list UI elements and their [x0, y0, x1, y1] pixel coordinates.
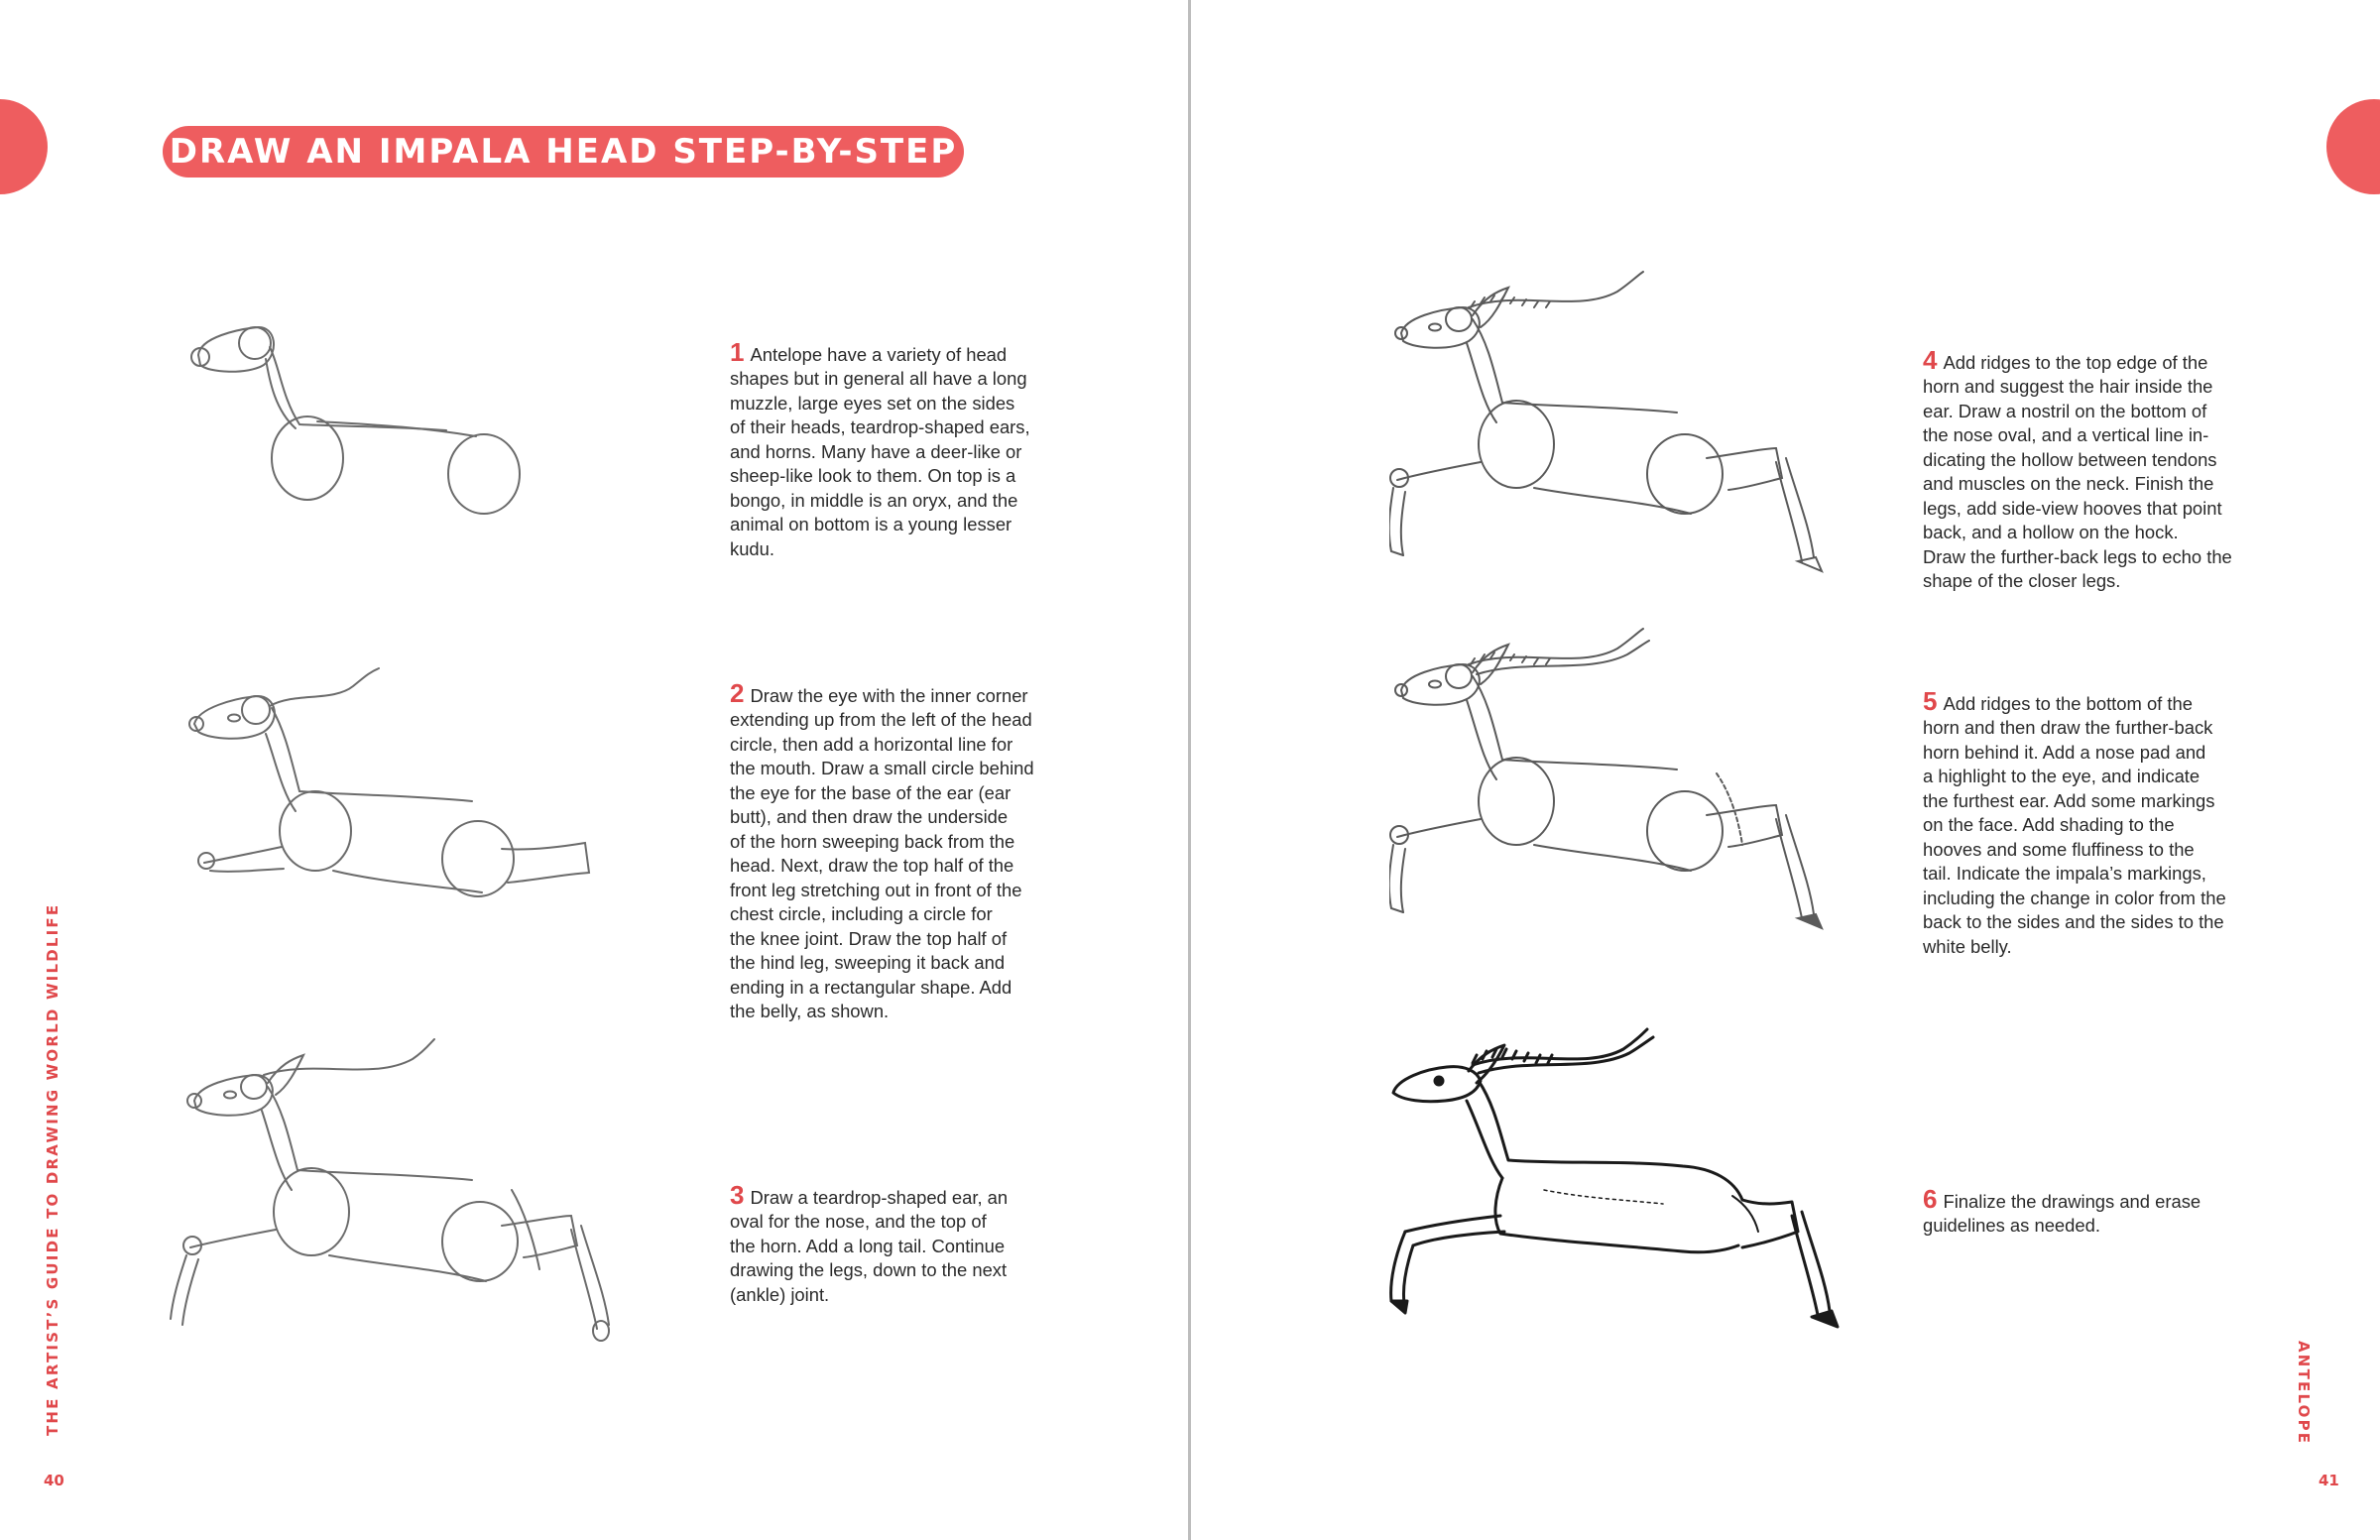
impala-sketch-step-1: [178, 307, 555, 545]
impala-drawing-final: [1385, 1021, 1861, 1349]
impala-sketch-step-2: [184, 662, 601, 920]
step-5-text: [1923, 664, 2250, 959]
running-head-left: THE ARTIST’S GUIDE TO DRAWING WORLD WILDLIFE: [44, 902, 61, 1436]
right-page: [1191, 0, 2380, 1540]
step-2-text: [730, 656, 1057, 1024]
left-page: [0, 0, 1189, 1540]
step-5-body: Add ridges to the bottom of the horn and then draw the further-back horn behind it. Add a nose pad and a highlight to the eye, and indicate the furthest ear. Add some markings on the face. Add shading to the hooves and some fluffiness to the tail. Indicate the impala’s markings, including the change in color from the back to the sides and the sides to the white belly.: [1923, 692, 2226, 957]
left-edge-tab: [0, 99, 48, 194]
page-number-right: 41: [2319, 1472, 2339, 1489]
step-4-text: [1923, 323, 2250, 594]
step-3-text: [730, 1158, 1047, 1307]
step-3-number: 3: [730, 1179, 745, 1210]
impala-sketch-step-4: [1389, 268, 1865, 595]
step-6-body: Finalize the drawings and erase guidelines as needed.: [1923, 1190, 2202, 1236]
title-banner: [163, 126, 964, 178]
page-number-left: 40: [44, 1472, 64, 1489]
step-3-body: Draw a teardrop-shaped ear, an oval for the nose, and the top of the horn. Add a long tail. Continue drawing the legs, down to the next (ankle) joint.: [730, 1186, 1009, 1305]
running-head-right: ANTELOPE: [2295, 1341, 2313, 1446]
step-2-body: Draw the eye with the inner corner extending up from the left of the head circle, then add a horizontal line for the mouth. Draw a small circle behind the eye for the base of the ear (ear butt), and then draw the underside of the horn sweeping back from the head. Next, draw the top half of the front leg stretching out in front of the chest circle, including a circle for the knee joint. Draw the top half of the hind leg, sweeping it back and ending in a rectangular shape. Add the belly, as shown.: [730, 684, 1034, 1021]
step-6-number: 6: [1923, 1183, 1938, 1214]
step-4-number: 4: [1923, 344, 1938, 375]
step-6-text: [1923, 1162, 2250, 1239]
step-4-body: Add ridges to the top edge of the horn and suggest the hair inside the ear. Draw a nostril on the bottom of the nose oval, and a vertical line in- dicating the hollow between tendons and muscles on the neck. Finish the legs, add side-view hooves that point back, and a hollow on the hock. Draw the further-back legs to echo the shape of the closer legs.: [1923, 351, 2232, 591]
step-5-number: 5: [1923, 685, 1938, 716]
step-2-number: 2: [730, 677, 745, 708]
step-1-number: 1: [730, 336, 745, 367]
impala-sketch-step-5: [1389, 625, 1865, 952]
step-1-body: Antelope have a variety of head shapes but in general all have a long muzzle, large eyes set on the sides of their heads, teardrop-shaped ears, and horns. Many have a deer-like or sheep-like look to them. On top is a bongo, in middle is an oryx, and the animal on bottom is a young lesser kudu.: [730, 343, 1030, 559]
step-1-text: [730, 315, 1047, 561]
page-title: DRAW AN IMPALA HEAD STEP-BY-STEP: [169, 132, 958, 172]
impala-sketch-step-3: [165, 1031, 621, 1359]
